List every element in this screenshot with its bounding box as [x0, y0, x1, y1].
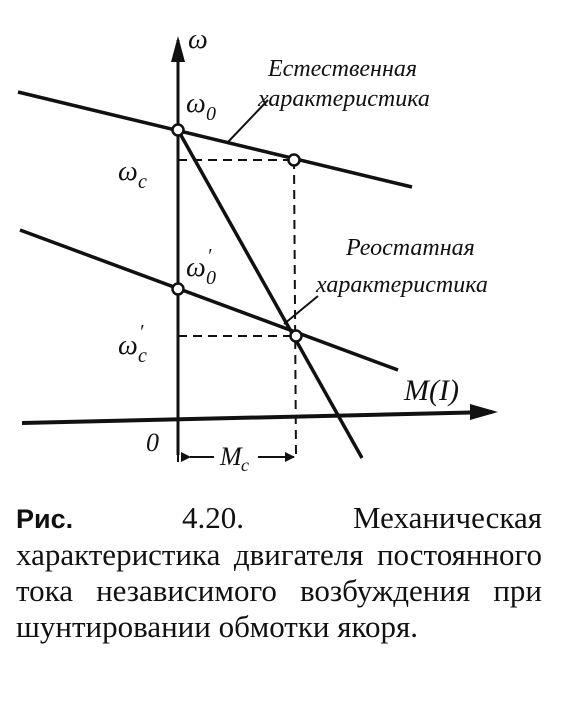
omega-0-subscript: 0: [206, 103, 216, 125]
omega-0p-prime: ′: [207, 245, 212, 267]
omega-0-point: [173, 125, 184, 136]
omega-axis-arrowhead: [171, 36, 185, 62]
omega-cp-subscript: c: [138, 345, 147, 367]
rheostat-operating-point: [291, 331, 302, 342]
origin-label: 0: [146, 428, 159, 457]
omega-0p-subscript: 0: [206, 267, 216, 289]
omega-0p-point: [173, 284, 184, 295]
omega-cp-label: ω: [118, 330, 138, 361]
mc-label: M: [220, 442, 242, 471]
torque-axis: [22, 412, 492, 423]
omega-c-label: ω: [118, 156, 138, 187]
mc-subscript: c: [241, 455, 249, 475]
figure-number-prefix: Рис.: [16, 504, 74, 534]
omega-0p-label: ω: [186, 252, 206, 283]
torque-axis-arrowhead: [470, 404, 498, 420]
rheostat-label-line-2: характеристика: [316, 272, 488, 298]
mc-vertical-dashed-line: [294, 160, 296, 456]
omega-c-subscript: c: [138, 171, 147, 193]
omega-axis-label: ω: [188, 24, 208, 55]
rheostat-label-line-1: Реостатная: [346, 235, 475, 261]
torque-axis-label: M(I): [404, 374, 459, 407]
rheostat-label-leader: [284, 296, 318, 324]
natural-label-line-2: характеристика: [258, 86, 430, 112]
omega-cp-prime: ′: [139, 321, 144, 343]
figure-caption-text: 4.20. Механическая характеристика двигателя постоянного тока независимого возбуждения при шунтировании обмотки якоря.: [16, 500, 542, 644]
omega-0-label: ω: [186, 88, 206, 119]
natural-operating-point: [289, 155, 300, 166]
natural-label-line-1: Естественная: [268, 56, 418, 82]
figure-caption: [16, 500, 542, 645]
